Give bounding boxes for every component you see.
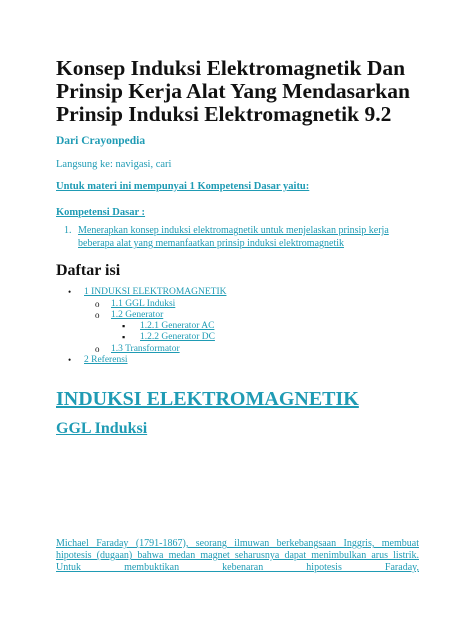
toc-row bbox=[68, 355, 128, 365]
square-bullet-icon: ▪ bbox=[122, 332, 126, 342]
circle-bullet-icon: o bbox=[95, 310, 100, 320]
toc-row bbox=[95, 310, 163, 320]
circle-bullet-icon: o bbox=[95, 344, 100, 354]
list-item-number: 1. bbox=[64, 225, 72, 236]
bullet-icon: • bbox=[68, 287, 72, 297]
toc-link-induksi[interactable]: 1 INDUKSI ELEKTROMAGNETIK bbox=[84, 287, 227, 297]
body-paragraph[interactable]: Michael Faraday (1791-1867), seorang ilmuwan berkebangsaan Inggris, membuat hipotesis (dugaan) bahwa medan magnet seharusnya dapat menimbulkan arus listrik. Untuk membuktikan kebenaran hipotesis Faraday, bbox=[56, 538, 419, 573]
jump-to-links[interactable]: Langsung ke: navigasi, cari bbox=[56, 159, 172, 170]
subsection-heading[interactable]: GGL Induksi bbox=[56, 420, 148, 437]
toc-row bbox=[122, 321, 214, 331]
toc-link-generator-ac[interactable]: 1.2.1 Generator AC bbox=[140, 321, 215, 331]
kompetensi-item[interactable]: Menerapkan konsep induksi elektromagnetik untuk menjelaskan prinsip kerja beberapa alat yang memanfaatkan prinsip induksi elektromagnetik bbox=[78, 225, 389, 249]
toc-row bbox=[122, 332, 215, 342]
kompetensi-dasar-label[interactable]: Kompetensi Dasar : bbox=[56, 207, 146, 218]
toc-link-referensi[interactable]: 2 Referensi bbox=[84, 355, 128, 365]
square-bullet-icon: ▪ bbox=[122, 321, 126, 331]
toc-link-transformator[interactable]: 1.3 Transformator bbox=[111, 344, 180, 354]
toc-heading: Daftar isi bbox=[56, 262, 121, 279]
materi-intro[interactable]: Untuk materi ini mempunyai 1 Kompetensi Dasar yaitu: bbox=[56, 181, 310, 192]
bullet-icon: • bbox=[68, 355, 72, 365]
toc-link-generator[interactable]: 1.2 Generator bbox=[111, 310, 164, 320]
circle-bullet-icon: o bbox=[95, 299, 100, 309]
section-heading[interactable]: INDUKSI ELEKTROMAGNETIK bbox=[56, 388, 359, 410]
toc-row bbox=[95, 299, 175, 309]
toc-link-ggl-induksi[interactable]: 1.1 GGL Induksi bbox=[111, 299, 176, 309]
source-line[interactable]: Dari Crayonpedia bbox=[56, 135, 146, 147]
document-title: Konsep Induksi Elektromagnetik Dan Prinsip Kerja Alat Yang Mendasarkan Prinsip Induksi Elektromagnetik 9.2 bbox=[56, 56, 410, 126]
toc-link-generator-dc[interactable]: 1.2.2 Generator DC bbox=[140, 332, 215, 342]
toc-row bbox=[68, 287, 226, 297]
toc-row bbox=[95, 344, 180, 354]
